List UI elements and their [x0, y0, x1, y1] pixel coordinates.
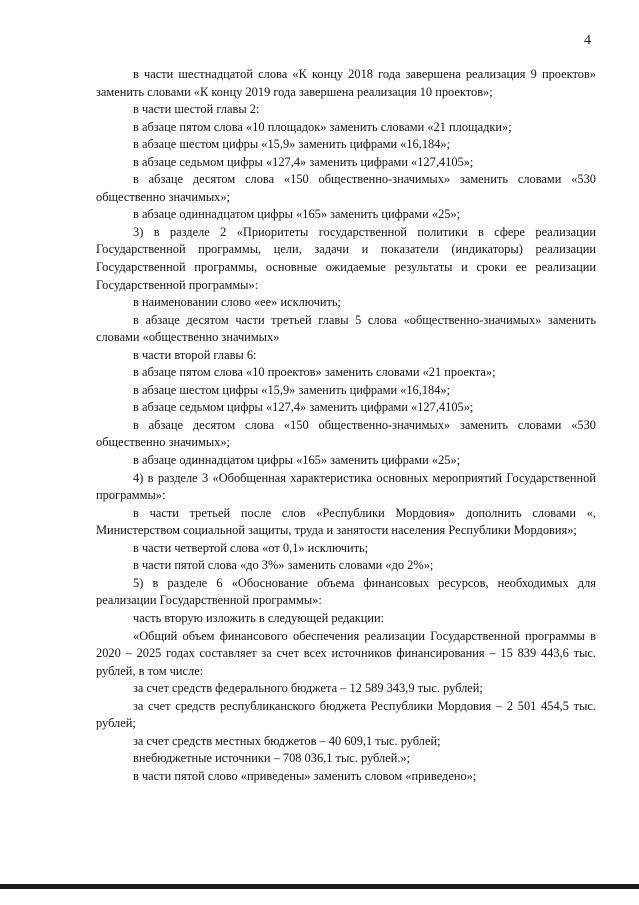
paragraph: в абзаце десятом слова «150 общественно-значимых» заменить словами «530 общественно значимых»;: [96, 172, 596, 204]
paragraph: в части четвертой слова «от 0,1» исключить;: [133, 540, 369, 555]
paragraph: внебюджетные источники – 708 036,1 тыс. рублей.»;: [133, 751, 411, 766]
paragraph: в абзаце одиннадцатом цифры «165» заменить цифрами «25»;: [133, 453, 461, 468]
paragraph: в наименовании слово «ее» исключить;: [133, 295, 341, 310]
paragraph: в части третьей после слов «Республики Мордовия» дополнить словами «, Министерством социальной защиты, труда и занятости населения Республики Мордовия»;: [96, 505, 596, 538]
paragraph: в части шестнадцатой слова «К концу 2018 года завершена реализация 9 проектов» заменить словами «К концу 2019 года завершена реализация 10 проектов»;: [96, 67, 596, 99]
paragraph: «Общий объем финансового обеспечения реализации Государственной программы в 2020 – 2025 годах составляет за счет всех источников финансирования – 15 839 443,6 тыс. рублей, в том числе:: [96, 628, 596, 678]
paragraph: за счет средств местных бюджетов – 40 609,1 тыс. рублей;: [133, 733, 441, 748]
paragraph: в абзаце десятом слова «150 общественно-значимых» заменить словами «530 общественно значимых»;: [96, 417, 596, 450]
document-body: [96, 66, 596, 785]
scan-bottom-edge: [0, 884, 639, 889]
paragraph: за счет средств республиканского бюджета Республики Мордовия – 2 501 454,5 тыс. рублей;: [96, 698, 596, 731]
paragraph: в части пятой слово «приведены» заменить словом «приведено»;: [133, 768, 477, 783]
paragraph: в абзаце шестом цифры «15,9» заменить цифрами «16,184»;: [133, 382, 451, 397]
paragraph: в абзаце пятом слова «10 проектов» заменить словами «21 проекта»;: [133, 365, 496, 380]
paragraph: в части пятой слова «до 3%» заменить словами «до 2%»;: [133, 558, 434, 573]
paragraph: в абзаце шестом цифры «15,9» заменить цифрами «16,184»;: [133, 137, 451, 152]
paragraph: в абзаце одиннадцатом цифры «165» заменить цифрами «25»;: [133, 207, 461, 222]
paragraph: в абзаце десятом части третьей главы 5 слова «общественно-значимых» заменить словами «общественно значимых»: [96, 312, 596, 345]
paragraph: в абзаце пятом слова «10 площадок» заменить словами «21 площадки»;: [133, 119, 512, 134]
paragraph: в части шестой главы 2:: [133, 102, 260, 117]
paragraph: в абзаце седьмом цифры «127,4» заменить цифрами «127,4105»;: [133, 154, 474, 169]
paragraph: 4) в разделе 3 «Обобщенная характеристика основных мероприятий Государственной программы»:: [96, 470, 596, 503]
page-number: 4: [584, 33, 591, 48]
paragraph: в абзаце седьмом цифры «127,4» заменить цифрами «127,4105»;: [133, 400, 474, 415]
paragraph: 5) в разделе 6 «Обоснование объема финансовых ресурсов, необходимых для реализации Государственной программы»:: [96, 575, 596, 608]
paragraph: 3) в разделе 2 «Приоритеты государственной политики в сфере реализации Государственной программы, цели, задачи и показатели (индикаторы) реализации Государственной программы, основные ожидаемые результаты и сроки ее реализации Государственной программы»:: [96, 224, 596, 292]
paragraph: часть вторую изложить в следующей редакции:: [133, 610, 385, 625]
paragraph: в части второй главы 6:: [133, 347, 257, 362]
paragraph: за счет средств федерального бюджета – 12 589 343,9 тыс. рублей;: [133, 681, 483, 696]
